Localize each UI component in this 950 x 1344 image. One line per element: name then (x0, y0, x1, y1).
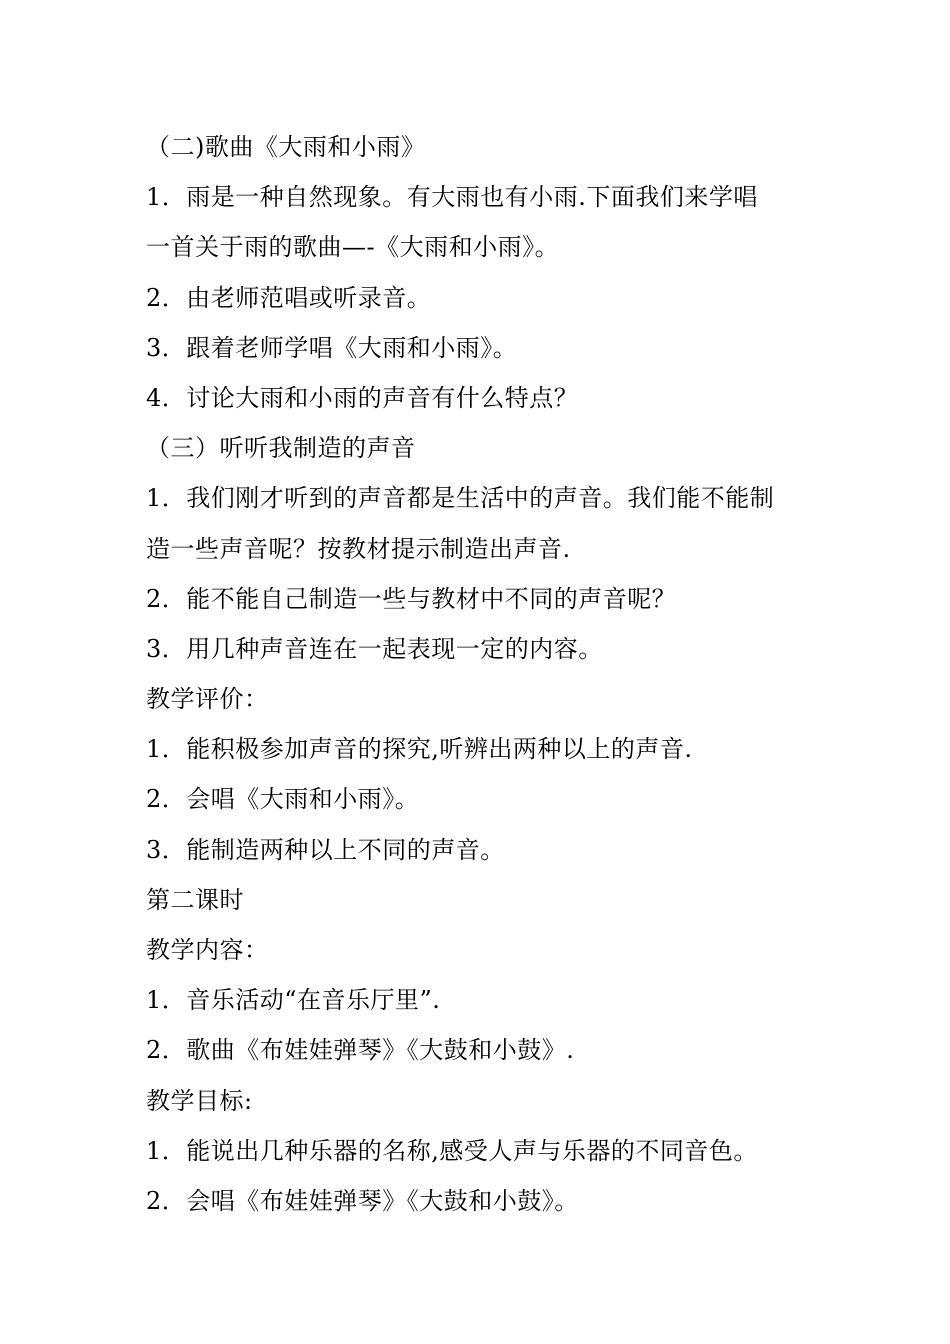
list-item: 2．由老师范唱或听录音。 (146, 283, 432, 312)
list-item: 2．会唱《布娃娃弹琴》《大鼓和小鼓》。 (146, 1186, 579, 1215)
list-item: 3．跟着老师学唱《大雨和小雨》。 (146, 333, 518, 362)
section-heading-evaluation: 教学评价： (146, 685, 269, 714)
list-item: 4．讨论大雨和小雨的声音有什么特点？ (146, 383, 579, 412)
list-item: 2．会唱《大雨和小雨》。 (146, 785, 420, 814)
list-item: 1．音乐活动“在音乐厅里”. (146, 986, 441, 1015)
section-heading-goals: 教学目标: (146, 1086, 253, 1115)
list-item-continuation: 一首关于雨的歌曲—-《大雨和小雨》。 (146, 233, 560, 262)
list-item: 1．雨是一种自然现象。有大雨也有小雨.下面我们来学唱 (146, 183, 758, 212)
list-item: 2．歌曲《布娃娃弹琴》《大鼓和小鼓》. (146, 1036, 575, 1065)
section-heading-song: （二)歌曲《大雨和小雨》 (146, 133, 426, 161)
list-item: 3．能制造两种以上不同的声音。 (146, 835, 505, 864)
list-item: 1．能积极参加声音的探究,听辨出两种以上的声音. (146, 735, 693, 764)
section-heading-sounds: （三）听听我制造的声音 (146, 434, 416, 463)
list-item: 2．能不能自己制造一些与教材中不同的声音呢？ (146, 584, 677, 613)
section-heading-content: 教学内容： (146, 936, 269, 964)
list-item: 1．能说出几种乐器的名称,感受人声与乐器的不同音色。 (146, 1136, 758, 1165)
lesson-heading: 第二课时 (146, 885, 244, 914)
list-item-continuation: 造一些声音呢？按教材提示制造出声音. (146, 534, 571, 563)
document-body (146, 122, 846, 1226)
list-item: 3．用几种声音连在一起表现一定的内容。 (146, 634, 603, 663)
list-item: 1．我们刚才听到的声音都是生活中的声音。我们能不能制 (146, 484, 775, 513)
